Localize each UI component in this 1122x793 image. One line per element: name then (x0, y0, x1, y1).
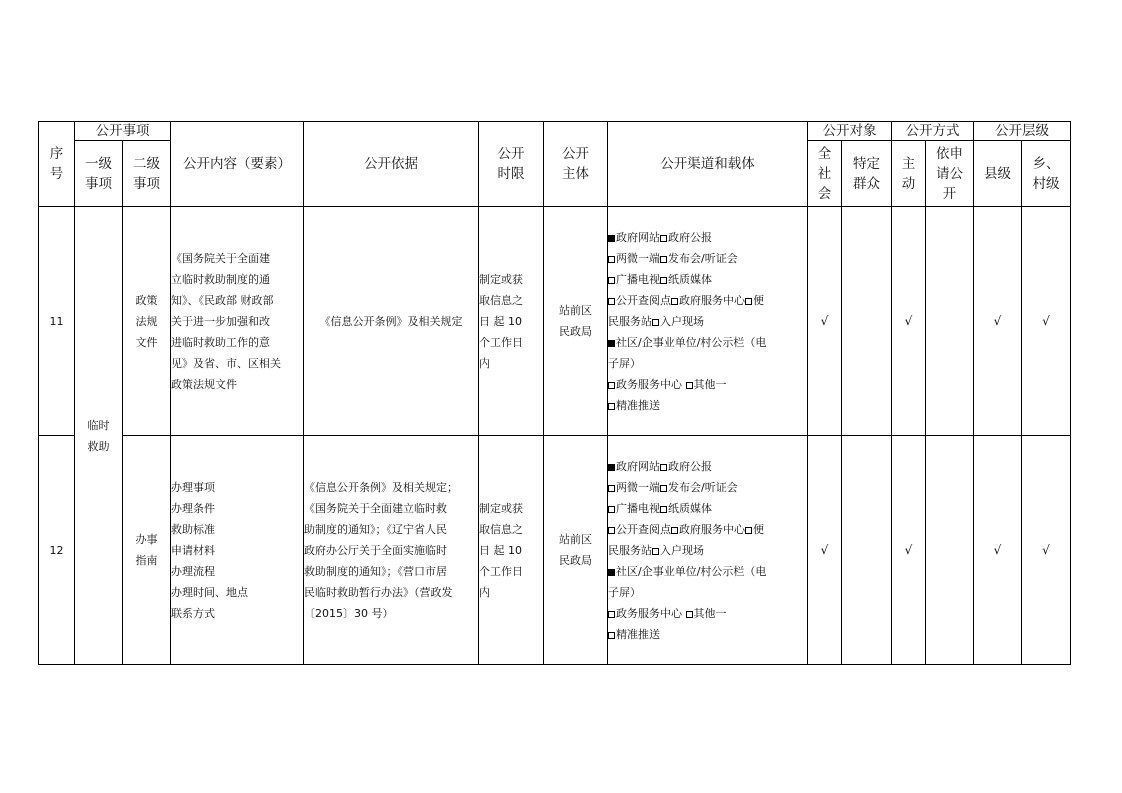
row-12-proactive: √ (892, 436, 926, 665)
unchecked-box-icon (608, 485, 615, 492)
text-line: 民临时救助暂行办法》（营政发 (304, 585, 453, 599)
text-line: 内 (479, 356, 490, 370)
header-level1-text-line: 事项 (85, 175, 112, 192)
channel-line (608, 353, 807, 374)
text-line: 日 起 10 (479, 543, 522, 557)
channel-line (608, 498, 807, 519)
text-line: 站前区 (559, 533, 592, 546)
row-12-county: √ (974, 436, 1022, 665)
header-subject-text-line: 主体 (562, 166, 589, 182)
header-proactive-text-line: 动 (901, 175, 916, 192)
unchecked-box-icon (652, 548, 659, 555)
row-11-level2 (123, 207, 171, 436)
checked-box-icon (608, 569, 615, 576)
channel-label: 政府公报 (668, 459, 712, 473)
header-on-request-text-line: 开 (942, 185, 957, 202)
header-time-limit (479, 122, 544, 207)
header-seq-text-line: 序 (49, 146, 64, 162)
checked-box-icon (608, 235, 615, 242)
row-12-seq: 12 (39, 436, 75, 665)
text-line: 制定或获 (479, 272, 523, 286)
text-line: 取信息之 (479, 293, 523, 307)
channel-line (608, 477, 807, 498)
header-specific-group-text-line: 特定 (853, 155, 880, 172)
text-line: 办理流程 (171, 564, 215, 578)
header-proactive-text (892, 154, 925, 194)
row-12-level2-text (123, 529, 170, 571)
unchecked-box-icon (671, 298, 678, 305)
header-specific-group-text (842, 154, 891, 194)
channel-label: 其他一 (693, 606, 727, 620)
level1-text-line: 临时 (87, 418, 110, 432)
row-11-channels-lines (608, 227, 807, 416)
header-level2 (123, 141, 171, 207)
unchecked-box-icon (608, 298, 615, 305)
channel-label: 广播电视 (616, 501, 660, 515)
header-specific-group-text-line: 群众 (853, 175, 880, 192)
header-all-society-text (808, 144, 841, 204)
channel-label: 民服务站 (608, 314, 652, 328)
channel-label: 纸质媒体 (668, 501, 712, 515)
header-channels: 公开渠道和载体 (608, 122, 808, 207)
header-all-society-text-line: 全 (817, 145, 832, 162)
channel-label: 公开查阅点 (616, 293, 671, 307)
channel-line (608, 227, 807, 248)
header-all-society-text-line: 会 (817, 185, 832, 202)
channel-label: 子屏） (608, 585, 641, 599)
channel-line (608, 456, 807, 477)
channel-label: 发布会/听证会 (668, 251, 738, 265)
row-12-subject-lines (544, 529, 607, 571)
unchecked-box-icon (608, 527, 615, 534)
row-12-village: √ (1022, 436, 1071, 665)
header-items: 公开事项 (75, 122, 171, 141)
unchecked-box-icon (608, 506, 615, 513)
text-line: 指南 (135, 554, 158, 567)
row-12-time-limit (479, 436, 544, 665)
channel-label: 两微一端 (616, 251, 660, 265)
channel-label: 社区/企事业单位/村公示栏（电 (616, 335, 767, 349)
channel-label: 政府公报 (668, 230, 712, 244)
header-subject-text (544, 144, 607, 184)
header-all-society (808, 141, 842, 207)
channel-line (608, 561, 807, 582)
channel-line (608, 290, 807, 311)
row-11-basis-lines (304, 311, 478, 332)
row-12-all-society: √ (808, 436, 842, 665)
unchecked-box-icon (660, 485, 667, 492)
row-12-on-request (926, 436, 974, 665)
channel-label: 政务服务中心 (616, 606, 686, 620)
header-subject-text-line: 公开 (562, 146, 589, 162)
header-village-text-line: 村级 (1032, 175, 1060, 192)
header-seq-text-line: 号 (49, 166, 64, 182)
channel-line (608, 519, 807, 540)
header-subject (544, 122, 608, 207)
header-content: 公开内容（要素） (171, 122, 304, 207)
row-12-channels-lines (608, 456, 807, 645)
header-seq-text (39, 144, 74, 184)
unchecked-box-icon (686, 382, 693, 389)
text-line: 内 (479, 585, 490, 599)
channel-label: 政府服务中心 (679, 293, 745, 307)
text-line: 个工作日 (479, 564, 523, 578)
row-11-channels (608, 207, 808, 436)
channel-line (608, 311, 807, 332)
channel-label: 政府网站 (616, 230, 660, 244)
text-line: 文件 (135, 335, 158, 349)
text-line: 日 起 10 (479, 314, 522, 328)
header-village-text-line: 乡、 (1032, 155, 1060, 172)
header-level2-text (123, 154, 170, 194)
header-specific-group (842, 141, 892, 207)
row-12-time-limit-lines (479, 498, 543, 603)
text-line: 民政局 (559, 325, 592, 338)
unchecked-box-icon (745, 527, 752, 534)
channel-label: 其他一 (693, 377, 727, 391)
channel-line (608, 540, 807, 561)
header-county: 县级 (974, 141, 1022, 207)
level1-text (75, 415, 122, 457)
row-11-content (171, 207, 304, 436)
text-line: 《国务院关于全面建立临时救 (304, 501, 447, 515)
unchecked-box-icon (608, 277, 615, 284)
text-line: 政策法规文件 (171, 377, 237, 391)
unchecked-box-icon (608, 632, 615, 639)
channel-line (608, 269, 807, 290)
row-12-specific-group (842, 436, 892, 665)
row-11-village: √ (1022, 207, 1071, 436)
text-line: 《信息公开条例》及相关规定 (319, 314, 463, 328)
header-level1 (75, 141, 123, 207)
text-line: 民政局 (559, 554, 592, 567)
header-time-limit-text-line: 公开 (497, 146, 525, 162)
unchecked-box-icon (608, 403, 615, 410)
text-line: 申请材料 (171, 543, 215, 557)
unchecked-box-icon (660, 235, 667, 242)
row-12-subject (544, 436, 608, 665)
text-line: 知》、《民政部 财政部 (171, 293, 274, 307)
header-proactive-text-line: 主 (901, 155, 916, 172)
channel-label: 政务服务中心 (616, 377, 686, 391)
unchecked-box-icon (745, 298, 752, 305)
unchecked-box-icon (660, 506, 667, 513)
header-basis: 公开依据 (304, 122, 479, 207)
text-line: 助制度的通知》；《辽宁省人民 (304, 522, 447, 536)
channel-label: 精准推送 (616, 398, 660, 412)
unchecked-box-icon (608, 382, 615, 389)
text-line: 进临时救助工作的意 (171, 335, 270, 349)
row-11-level2-text (123, 290, 170, 353)
header-on-request (926, 141, 974, 207)
header-village-text (1022, 154, 1070, 194)
row-12-channels (608, 436, 808, 665)
unchecked-box-icon (660, 277, 667, 284)
row-12-content-lines (171, 477, 303, 624)
channel-line (608, 395, 807, 416)
header-proactive (892, 141, 926, 207)
text-line: 见》及省、市、区相关 (171, 356, 281, 370)
channel-label: 发布会/听证会 (668, 480, 738, 494)
row-12-level2 (123, 436, 171, 665)
text-line: 站前区 (559, 304, 592, 317)
unchecked-box-icon (608, 611, 615, 618)
channel-label: 子屏） (608, 356, 641, 370)
channel-label: 入户现场 (660, 314, 704, 328)
header-time-limit-text (479, 144, 543, 184)
channel-line (608, 248, 807, 269)
channel-line (608, 582, 807, 603)
table-row (39, 207, 1071, 436)
text-line: 救助制度的通知》；《营口市居 (304, 564, 447, 578)
channel-label: 广播电视 (616, 272, 660, 286)
row-11-proactive: √ (892, 207, 926, 436)
text-line: 办理事项 (171, 480, 215, 494)
level1-cell (75, 207, 123, 665)
header-on-request-text (926, 144, 973, 204)
row-11-subject-lines (544, 300, 607, 342)
row-11-on-request (926, 207, 974, 436)
header-level1-text-line: 一级 (85, 155, 112, 172)
text-line: 《信息公开条例》及相关规定； (304, 480, 458, 494)
text-line: 法规 (135, 314, 158, 328)
row-11-time-limit (479, 207, 544, 436)
header-audience: 公开对象 (808, 122, 892, 141)
row-12-content (171, 436, 304, 665)
channel-line (608, 603, 807, 624)
row-11-all-society: √ (808, 207, 842, 436)
channel-line (608, 624, 807, 645)
text-line: 立临时救助制度的通 (171, 272, 270, 286)
header-method: 公开方式 (892, 122, 974, 141)
channel-label: 两微一端 (616, 480, 660, 494)
row-11-subject (544, 207, 608, 436)
text-line: 制定或获 (479, 501, 523, 515)
header-on-request-text-line: 依申 (936, 145, 963, 162)
channel-label: 便 (753, 293, 764, 307)
channel-label: 便 (753, 522, 764, 536)
row-11-basis (304, 207, 479, 436)
row-12-basis (304, 436, 479, 665)
row-11-specific-group (842, 207, 892, 436)
channel-label: 精准推送 (616, 627, 660, 641)
header-seq (39, 122, 75, 207)
unchecked-box-icon (671, 527, 678, 534)
text-line: 取信息之 (479, 522, 523, 536)
text-line: 《国务院关于全面建 (171, 251, 270, 265)
text-line: 〔2015〕30 号） (304, 606, 394, 620)
text-line: 救助标准 (171, 522, 215, 536)
text-line: 办理条件 (171, 501, 215, 515)
header-level1-text (75, 154, 122, 194)
text-line: 政策 (135, 293, 158, 307)
table-row (39, 436, 1071, 665)
row-12-basis-lines (304, 477, 478, 624)
text-line: 联系方式 (171, 606, 215, 620)
unchecked-box-icon (686, 611, 693, 618)
unchecked-box-icon (652, 319, 659, 326)
channel-label: 政府网站 (616, 459, 660, 473)
row-11-county: √ (974, 207, 1022, 436)
row-11-seq: 11 (39, 207, 75, 436)
row-11-time-limit-lines (479, 269, 543, 374)
header-level: 公开层级 (974, 122, 1071, 141)
channel-label: 民服务站 (608, 543, 652, 557)
unchecked-box-icon (660, 256, 667, 263)
channel-label: 公开查阅点 (616, 522, 671, 536)
checked-box-icon (608, 340, 615, 347)
channel-line (608, 374, 807, 395)
header-on-request-text-line: 请公 (936, 165, 963, 182)
channel-line (608, 332, 807, 353)
row-11-content-lines (171, 248, 303, 395)
text-line: 办事 (135, 533, 158, 546)
header-level2-text-line: 二级 (133, 155, 160, 172)
header-village (1022, 141, 1071, 207)
channel-label: 入户现场 (660, 543, 704, 557)
channel-label: 纸质媒体 (668, 272, 712, 286)
header-time-limit-text-line: 时限 (497, 166, 525, 182)
disclosure-table (38, 121, 1071, 665)
channel-label: 政府服务中心 (679, 522, 745, 536)
text-line: 个工作日 (479, 335, 523, 349)
text-line: 政府办公厅关于全面实施临时 (304, 543, 447, 557)
checked-box-icon (608, 464, 615, 471)
unchecked-box-icon (660, 464, 667, 471)
text-line: 办理时间、地点 (171, 585, 248, 599)
channel-label: 社区/企事业单位/村公示栏（电 (616, 564, 767, 578)
header-level2-text-line: 事项 (133, 175, 160, 192)
level1-text-line: 救助 (87, 439, 110, 453)
header-all-society-text-line: 社 (817, 165, 832, 182)
unchecked-box-icon (608, 256, 615, 263)
text-line: 关于进一步加强和改 (171, 314, 270, 328)
